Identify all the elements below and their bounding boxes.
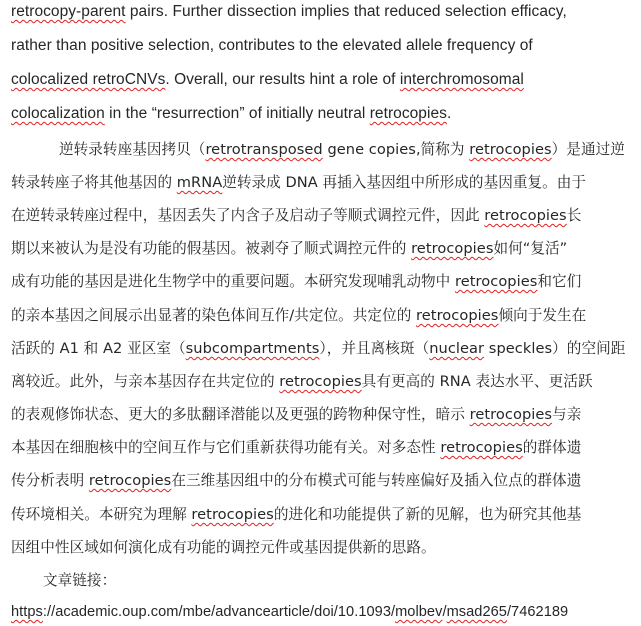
term-colocalization: colocalization [11, 105, 105, 122]
chinese-line-6: 的亲本基因之间展示出显著的染色体间互作/共定位。共定位的 retrocopies倾向于发生在 [11, 307, 587, 324]
chinese-line-13: 因组中性区域如何演化成有功能的调控元件或基因提供新的思路。 [11, 539, 436, 556]
term-retrocopies: retrocopies [411, 240, 494, 257]
chinese-line-9: 的表观修饰状态、更大的多肽翻译潜能以及更强的跨物种保守性，暗示 retrocopies与亲 [11, 406, 582, 423]
english-line-1: retrocopy-parent pairs. Further dissection implies that reduced selection efficacy, [11, 3, 567, 20]
chinese-line-4: 期以来被认为是没有功能的假基因。被剥夺了顺式调控元件的 retrocopies如何“复活” [11, 240, 568, 257]
term-colocalized-retrocnvs: colocalized retroCNVs [11, 71, 166, 88]
term-mrna: mRNA [176, 174, 223, 191]
term-interchromosomal: interchromosomal [399, 71, 524, 88]
term-retrocopies: retrocopies [440, 439, 523, 456]
chinese-line-2: 转录转座子将其他基因的 mRNA逆转录成 DNA 再插入基因组中所形成的基因重复。由于 [11, 174, 587, 191]
english-line-4: colocalization in the “resurrection” of initially neutral retrocopies. [11, 105, 452, 122]
term-retrocopies: retrocopies [191, 506, 274, 523]
chinese-line-3: 在逆转录转座过程中，基因丢失了内含子及启动子等顺式调控元件，因此 retrocopies长 [11, 207, 582, 224]
english-line-3: colocalized retroCNVs. Overall, our results hint a role of interchromosomal [11, 71, 524, 88]
term-retrocopies: retrocopies [88, 472, 172, 489]
term-subcompartments: subcompartments [185, 340, 320, 357]
chinese-line-1: 逆转录转座基因拷贝（retrotransposed gene copies,简称为 retrocopies）是通过逆 [59, 141, 625, 158]
term-retrocopies: retrocopies [484, 207, 567, 224]
term-nuclear: nuclear [429, 340, 485, 357]
chinese-line-12: 传环境相关。本研究为理解 retrocopies的进化和功能提供了新的见解，也为研究其他基 [11, 506, 582, 523]
chinese-line-10: 本基因在细胞核中的空间互作与它们重新获得功能有关。对多态性 retrocopies的群体遗 [11, 439, 582, 456]
url-https[interactable]: https [11, 604, 43, 620]
chinese-line-11: 传分析表明 retrocopies在三维基因组中的分布模式可能与转座偏好及插入位点的群体遗 [11, 472, 582, 489]
url-molbev[interactable]: molbev [395, 604, 443, 620]
term-retrocopy-parent: retrocopy-parent [11, 3, 126, 20]
article-link-url[interactable]: https://academic.oup.com/mbe/advancearticle/doi/10.1093/molbev/msad265/7462189 [11, 604, 569, 620]
article-link-label: 文章链接： [43, 572, 117, 589]
term-retrocopies: retrocopies [469, 141, 552, 158]
term-retrotransposed: retrotransposed [205, 141, 323, 158]
chinese-line-5: 成有功能的基因是进化生物学中的重要问题。本研究发现哺乳动物中 retrocopies和它们 [11, 273, 582, 290]
term-retrocopies: retrocopies [455, 273, 538, 290]
english-line-2: rather than positive selection, contributes to the elevated allele frequency of [11, 37, 533, 54]
url-msad265[interactable]: msad265 [446, 604, 507, 620]
term-retrocopies: retrocopies [279, 373, 362, 390]
chinese-line-7: 活跃的 A1 和 A2 亚区室（subcompartments），并且离核斑（nuclear speckles）的空间距 [11, 340, 626, 357]
term-retrocopies: retrocopies [416, 307, 499, 324]
term-retrocopies: retrocopies [369, 105, 447, 122]
chinese-line-8: 离较近。此外，与亲本基因存在共定位的 retrocopies具有更高的 RNA 表达水平、更活跃 [11, 373, 593, 390]
term-retrocopies: retrocopies [469, 406, 553, 423]
